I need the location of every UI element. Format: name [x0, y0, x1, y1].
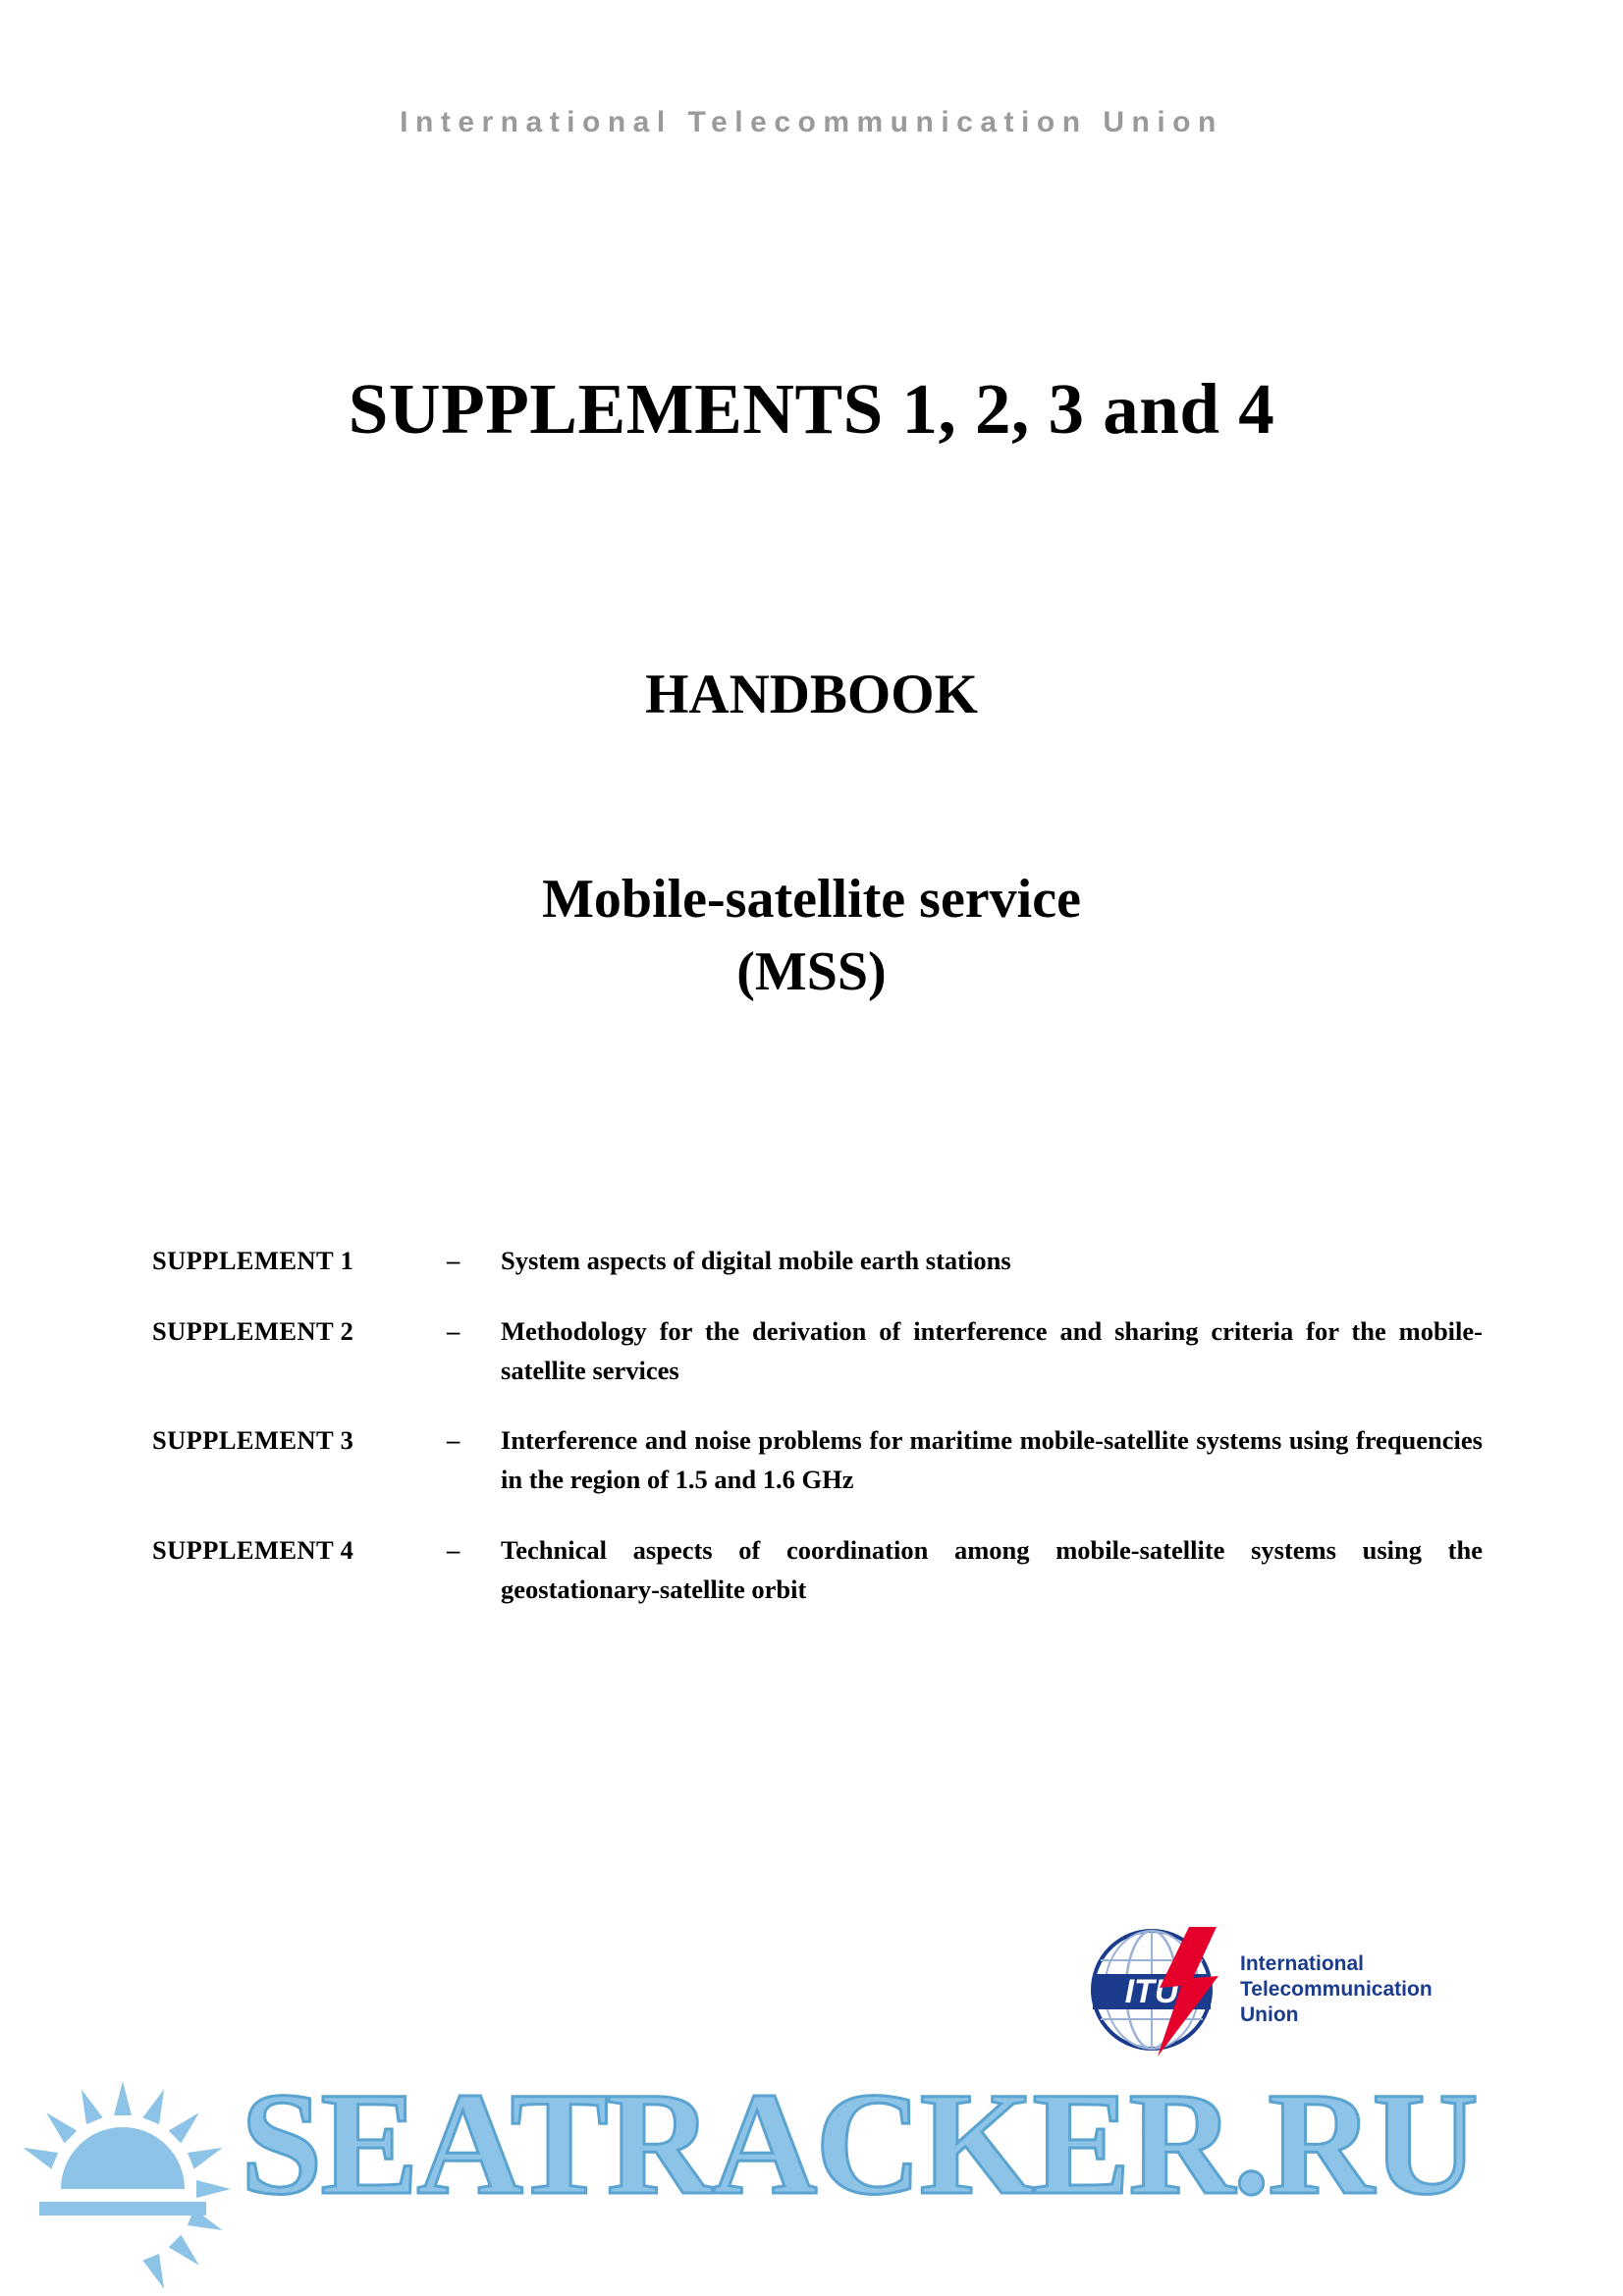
list-item — [152, 1242, 1483, 1281]
supplement-description: Technical aspects of coordination among mobile-satellite systems using the geostationary-satellite orbit — [501, 1534, 1483, 1604]
page-title-handbook: HANDBOOK — [645, 664, 978, 725]
list-item — [152, 1312, 1483, 1391]
list-item — [152, 1421, 1483, 1500]
organization-header: International Telecommunication Union — [400, 106, 1223, 138]
supplement-label: SUPPLEMENT 4 — [152, 1534, 354, 1565]
logo-name-line-2: Telecommunication — [1240, 1978, 1433, 2001]
service-title-line-1: Mobile-satellite service — [542, 869, 1081, 930]
list-item — [152, 1531, 1483, 1610]
supplement-list — [152, 1242, 1483, 1640]
itu-logo — [1075, 1919, 1488, 2066]
supplement-dash: – — [447, 1315, 460, 1346]
supplement-dash: – — [447, 1534, 460, 1565]
page-title-service — [0, 864, 1623, 1009]
page-title-supplements: SUPPLEMENTS 1, 2, 3 and 4 — [348, 369, 1275, 449]
supplement-label: SUPPLEMENT 1 — [152, 1246, 354, 1275]
supplement-label: SUPPLEMENT 3 — [152, 1425, 354, 1456]
supplement-label: SUPPLEMENT 2 — [152, 1315, 354, 1346]
itu-acronym: ITU — [1124, 1973, 1179, 2010]
supplement-description: System aspects of digital mobile earth stations — [501, 1246, 1011, 1275]
supplement-description: Methodology for the derivation of interference and sharing criteria for the mobile-satellite services — [501, 1315, 1483, 1385]
sun-icon — [10, 2076, 236, 2296]
supplement-dash: – — [447, 1425, 460, 1456]
watermark — [0, 2052, 1623, 2296]
watermark-text: SEATRACKER.RU — [241, 2062, 1477, 2225]
supplement-dash: – — [447, 1246, 460, 1275]
logo-name-line-3: Union — [1240, 2003, 1299, 2026]
service-title-line-2: (MSS) — [736, 940, 887, 1002]
logo-name-line-1: International — [1240, 1952, 1365, 1975]
supplement-description: Interference and noise problems for maritime mobile-satellite systems using frequencies in the region of 1.5 and 1.6 GHz — [501, 1425, 1483, 1494]
